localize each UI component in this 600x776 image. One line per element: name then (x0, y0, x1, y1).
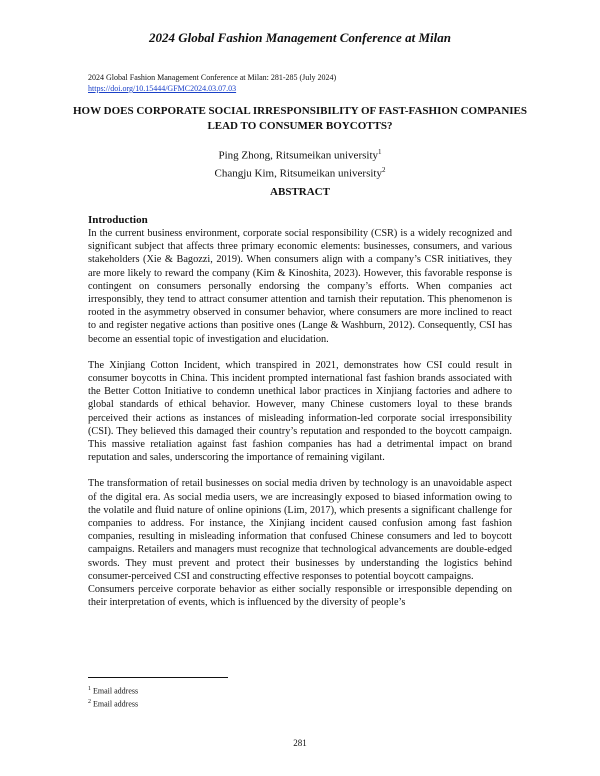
paragraph-3: The transformation of retail businesses on social media driven by technology is an unavoidable aspect of the digital era. As social media users, we are increasingly exposed to biased information owing to the volatile and fluid nature of online opinions (Lim, 2017), which presents a significant challenge for companies to address. For instance, the Xinjiang incident caused confusion among fast fashion companies, resulting in misleading information that confused Chinese consumers and led to boycott campaigns. Retailers and managers must recognize that technological advancements are double-edged swords. They must prevent and protect their businesses by understanding the logistics behind consumer-perceived CSI and constructing effective responses to potential boycott campaigns. (88, 478, 512, 582)
footnote-marker: 2 (381, 165, 386, 174)
paragraph-2: The Xinjiang Cotton Incident, which transpired in 2021, demonstrates how CSI could result in consumer boycotts in China. This incident prompted international fast fashion brands associated with the Better Cotton Initiative to condemn unethical labor practices in Xinjiang factories and adhere to global standards of ethical behavior. However, many Chinese customers loyal to these brands perceived their actions as instances of misleading information-led corporate social irresponsibility (CSI). They believed this damaged their country’s reputation and responded to the boycott campaign. This massive retaliation against fast fashion companies has had a detrimental impact on brand reputation and sales, underscoring the importance of remaining vigilant. (88, 359, 512, 464)
conference-header: 2024 Global Fashion Management Conference at Milan (149, 30, 451, 45)
section-heading: Introduction (88, 214, 148, 226)
citation-block (88, 72, 336, 94)
author-1 (0, 145, 600, 163)
page-number: 281 (293, 738, 307, 748)
footnotes (88, 684, 138, 709)
paragraph-4: Consumers perceive corporate behavior as either socially responsible or irresponsible depending on their interpretation of events, which is influenced by the diversity of people’s (88, 584, 512, 609)
author-name: Ping Zhong, Ritsumeikan university (218, 149, 378, 162)
footnote-marker: 1 (88, 686, 91, 692)
footnote-marker: 1 (378, 148, 382, 156)
citation-line: 2024 Global Fashion Management Conference at Milan: 281-285 (July 2024) (88, 73, 337, 82)
doi-link[interactable]: https://doi.org/10.15444/GFMC2024.03.07.03 (88, 84, 237, 93)
footnote-text: Email address (93, 686, 139, 696)
abstract-body (88, 214, 512, 609)
author-list (0, 145, 600, 180)
footnote-marker: 2 (88, 698, 91, 705)
footnote-divider (88, 677, 228, 678)
footnote-2 (88, 697, 138, 710)
paper-title: HOW DOES CORPORATE SOCIAL IRRESPONSIBILITY OF FAST-FASHION COMPANIES LEAD TO CONSUMER BOYCOTTS? (72, 105, 528, 132)
footnote-text: Email address (93, 699, 139, 709)
footnote-1 (88, 684, 138, 697)
abstract-heading: ABSTRACT (270, 186, 330, 198)
author-2 (0, 163, 600, 181)
paragraph-1: In the current business environment, corporate social responsibility (CSR) is a widely recognized and significant subject that affects three primary economic elements: businesses, consumers, and various stakeholders (Xie & Bagozzi, 2019). When consumers align with a company’s CSR initiatives, they are more likely to reward the company (Kim & Kinoshita, 2023). However, this favorable response is contingent on consumers personally endorsing the company’s efforts. When companies act irresponsibly, they tend to attract consumer attention and tarnish their reputation. This phenomenon is rooted in the asymmetry observed in consumer behavior, where consumers are more inclined to react to and register negative actions than positive ones (Lange & Washburn, 2012). Consequently, CSI has become an essential topic of investigation and elucidation. (88, 228, 512, 345)
author-name: Changju Kim, Ritsumeikan university (214, 167, 382, 180)
